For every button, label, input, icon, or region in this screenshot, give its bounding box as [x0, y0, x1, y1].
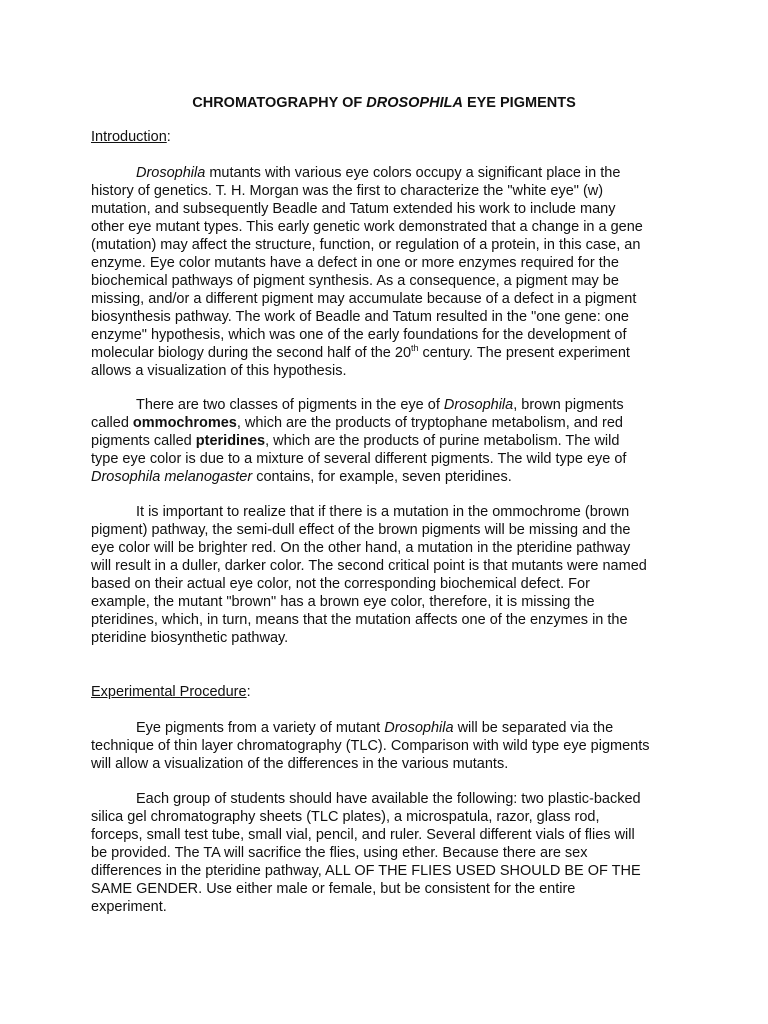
intro-paragraph-2 [91, 396, 691, 486]
p2-text: , brown pigments [513, 397, 624, 413]
p1-line: (mutation) may affect the structure, function, or regulation of a protein, in this case, an [91, 237, 641, 253]
title-prefix: CHROMATOGRAPHY OF [192, 95, 367, 111]
title-italic: DROSOPHILA [366, 95, 463, 111]
superscript: th [411, 343, 419, 354]
p1-line: history of genetics. T. H. Morgan was the first to characterize the "white eye" (w) [91, 183, 604, 199]
intro-paragraph-1 [91, 164, 691, 380]
p2-text: contains, for example, seven pteridines. [252, 469, 512, 485]
p2-line: type eye color is due to a mixture of several different pigments. The wild type eye of [91, 451, 627, 467]
p2-text: pigments called [91, 433, 196, 449]
p1-line: allows a visualization of this hypothesis. [91, 363, 347, 379]
p1-text: mutants with various eye colors occupy a significant place in the [205, 165, 621, 181]
p2-text: , which are the products of purine metabolism. The wild [265, 433, 620, 449]
p1-text: molecular biology during the second half of the 20 [91, 345, 412, 361]
p1-line: biochemical pathways of pigment synthesis. As a consequence, a pigment may be [91, 273, 619, 289]
p5-line: forceps, small test tube, small vial, pencil, and ruler. Several different vials of flies will [91, 827, 635, 843]
p1-line: enzyme" hypothesis, which was one of the early foundations for the development of [91, 327, 627, 343]
p1-line: mutation, and subsequently Beadle and Tatum extended his work to include many [91, 201, 616, 217]
title-suffix: EYE PIGMENTS [462, 95, 576, 111]
p4-line [91, 719, 691, 737]
p3-line: eye color will be brighter red. On the other hand, a mutation in the pteridine pathway [91, 540, 631, 556]
procedure-paragraph-2 [91, 790, 691, 916]
p5-line: experiment. [91, 899, 167, 915]
procedure-heading-colon: : [246, 684, 251, 700]
p2-line [91, 396, 691, 414]
p3-line: example, the mutant "brown" has a brown eye color, therefore, it is missing the [91, 594, 595, 610]
p5-line: silica gel chromatography sheets (TLC plates), a microspatula, razor, glass rod, [91, 809, 600, 825]
p4-italic: Drosophila [384, 720, 454, 736]
procedure-heading [91, 683, 251, 701]
p1-line: missing, and/or a different pigment may accumulate because of a defect in a pigment [91, 291, 637, 307]
procedure-heading-text: Experimental Procedure [91, 684, 247, 700]
p5-line: be provided. The TA will sacrifice the flies, using ether. Because there are sex [91, 845, 588, 861]
p1-text: century. The present experiment [418, 345, 630, 361]
p2-italic: Drosophila melanogaster [91, 469, 253, 485]
intro-paragraph-3 [91, 503, 691, 647]
introduction-heading-text: Introduction [91, 129, 167, 145]
p4-text: Eye pigments from a variety of mutant [136, 720, 385, 736]
p2-italic: Drosophila [443, 397, 514, 413]
document-title [0, 94, 768, 112]
p4-text: will be separated via the [453, 720, 614, 736]
term-ommochromes: ommochromes [132, 415, 237, 431]
introduction-heading-colon: : [166, 129, 171, 145]
p3-line: based on their actual eye color, not the corresponding biochemical defect. For [91, 576, 590, 592]
p1-line: biosynthesis pathway. The work of Beadle and Tatum resulted in the "one gene: one [91, 309, 629, 325]
p1-italic: Drosophila [136, 165, 206, 181]
p2-line [91, 432, 691, 450]
p1-line [91, 344, 691, 362]
p2-text: , which are the products of tryptophane metabolism, and red [236, 415, 623, 431]
p3-line: pteridine biosynthetic pathway. [91, 630, 289, 646]
p2-line [91, 468, 691, 486]
p5-line: differences in the pteridine pathway, ALL OF THE FLIES USED SHOULD BE OF THE [91, 863, 641, 879]
p3-line: pigment) pathway, the semi-dull effect of the brown pigments will be missing and the [91, 522, 631, 538]
term-pteridines: pteridines [195, 433, 266, 449]
p3-line: pteridines, which, in turn, means that the mutation affects one of the enzymes in the [91, 612, 628, 628]
p2-line [91, 414, 691, 432]
p2-text: There are two classes of pigments in the eye of [136, 397, 444, 413]
introduction-heading [91, 128, 171, 146]
p3-line: will result in a duller, darker color. The second critical point is that mutants were named [91, 558, 647, 574]
procedure-paragraph-1 [91, 719, 691, 773]
p5-line: SAME GENDER. Use either male or female, but be consistent for the entire [91, 881, 576, 897]
p1-line [91, 164, 691, 182]
p5-line: Each group of students should have available the following: two plastic-backed [136, 791, 641, 807]
p4-line: will allow a visualization of the differences in the various mutants. [91, 756, 509, 772]
p2-text: called [91, 415, 133, 431]
p1-line: enzyme. Eye color mutants have a defect in one or more enzymes required for the [91, 255, 619, 271]
p3-line: It is important to realize that if there is a mutation in the ommochrome (brown [136, 504, 630, 520]
p1-line: other eye mutant types. This early genetic work demonstrated that a change in a gene [91, 219, 643, 235]
p4-line: technique of thin layer chromatography (TLC). Comparison with wild type eye pigments [91, 738, 650, 754]
